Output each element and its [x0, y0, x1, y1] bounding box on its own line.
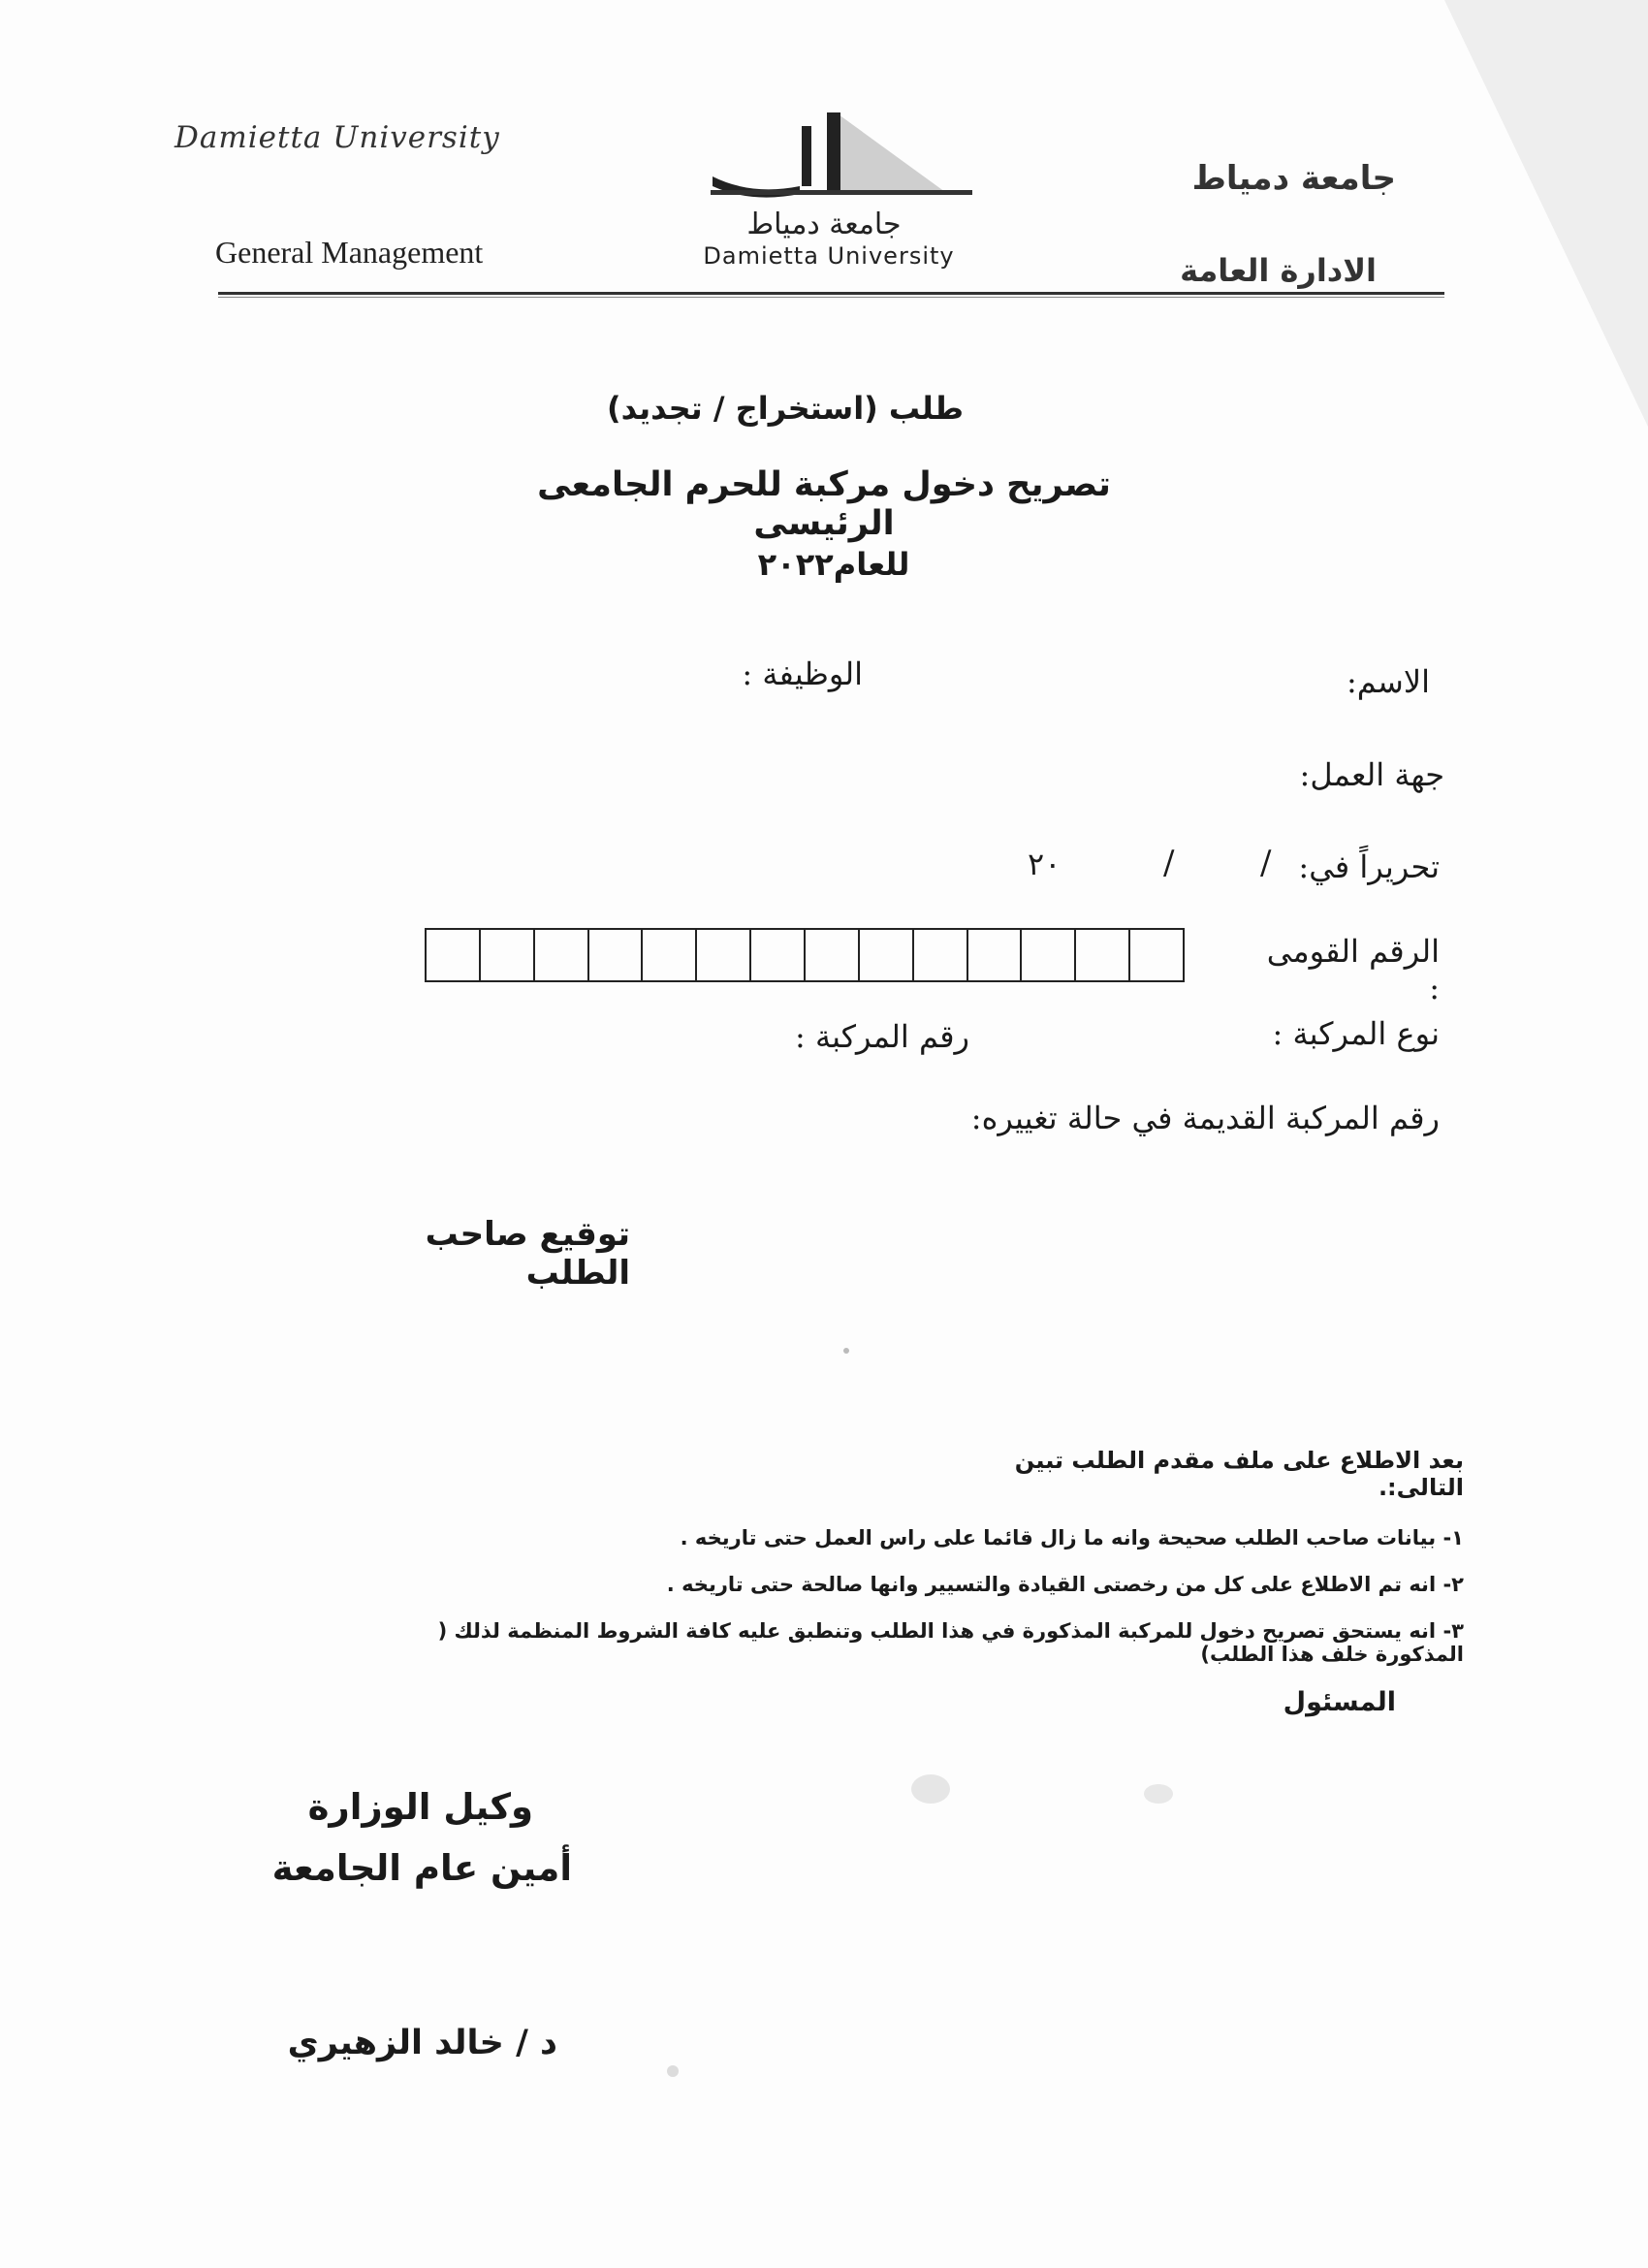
- national-id-label: الرقم القومى :: [1266, 933, 1440, 1006]
- logo-text-ar: جامعة دمياط: [746, 208, 902, 241]
- date-label: تحريراً في:: [1298, 848, 1440, 885]
- header-divider: [218, 292, 1444, 298]
- signatory-name: د / خالد الزهيري: [287, 2024, 557, 2062]
- national-id-cell: [1074, 930, 1128, 980]
- year-title: للعام٢٠٢٢: [757, 546, 910, 583]
- national-id-cell: [749, 930, 804, 980]
- national-id-cell: [804, 930, 858, 980]
- national-id-cell: [1020, 930, 1074, 980]
- national-id-cell: [967, 930, 1021, 980]
- national-id-cell: [912, 930, 967, 980]
- national-id-cell: [641, 930, 695, 980]
- date-slash: /: [1260, 844, 1272, 882]
- review-intro: بعد الاطلاع على ملف مقدم الطلب تبين التالى:.: [1014, 1447, 1464, 1501]
- university-name-en: Damietta University: [174, 120, 500, 155]
- national-id-cell: [427, 930, 479, 980]
- review-item: ١- بيانات صاحب الطلب صحيحة وانه ما زال قائما على راس العمل حتى تاريخه .: [680, 1526, 1464, 1549]
- university-name-ar: جامعة دمياط: [1191, 159, 1396, 198]
- scan-speck: [1144, 1784, 1173, 1804]
- review-item: ٣- انه يستحق تصريح دخول للمركبة المذكورة في هذا الطلب وتنطبق عليه كافة الشروط المنظمة لذلك ( المذكورة خلف هذا الطلب): [437, 1619, 1464, 1666]
- name-label: الاسم:: [1346, 663, 1430, 700]
- signatory-title-1: وكيل الوزارة: [307, 1786, 533, 1828]
- general-management-ar: الادارة العامة: [1180, 252, 1377, 289]
- national-id-cell: [533, 930, 587, 980]
- national-id-cell: [695, 930, 749, 980]
- national-id-cell: [1128, 930, 1183, 980]
- job-label: الوظيفة :: [742, 655, 863, 692]
- scan-speck: [843, 1348, 849, 1354]
- request-type-title: طلب (استخراج / تجديد): [607, 390, 964, 427]
- national-id-cell: [479, 930, 533, 980]
- scan-speck: [911, 1774, 950, 1804]
- applicant-signature-label: توقيع صاحب الطلب: [425, 1215, 630, 1293]
- old-vehicle-number-label: رقم المركبة القديمة في حالة تغييره:: [970, 1100, 1440, 1136]
- general-management-en: General Management: [215, 235, 484, 270]
- national-id-cell: [587, 930, 642, 980]
- logo-text-en: Damietta University: [703, 242, 955, 270]
- official-label: المسئول: [1283, 1687, 1396, 1717]
- scan-corner-shadow: [1444, 0, 1648, 427]
- national-id-cell: [858, 930, 912, 980]
- vehicle-type-label: نوع المركبة :: [1272, 1015, 1440, 1052]
- vehicle-number-label: رقم المركبة :: [794, 1018, 969, 1055]
- date-year-prefix: ٢٠: [1028, 846, 1062, 882]
- date-slash: /: [1163, 844, 1175, 882]
- national-id-boxes: [425, 928, 1185, 982]
- work-place-label: جهة العمل:: [1299, 756, 1444, 793]
- review-item: ٢- انه تم الاطلاع على كل من رخصتى القيادة والتسيير وانها صالحة حتى تاريخه .: [666, 1573, 1464, 1596]
- scan-speck: [667, 2065, 679, 2077]
- permit-title: تصريح دخول مركبة للحرم الجامعى الرئيسى: [537, 465, 1111, 543]
- signatory-title-2: أمين عام الجامعة: [271, 1847, 572, 1889]
